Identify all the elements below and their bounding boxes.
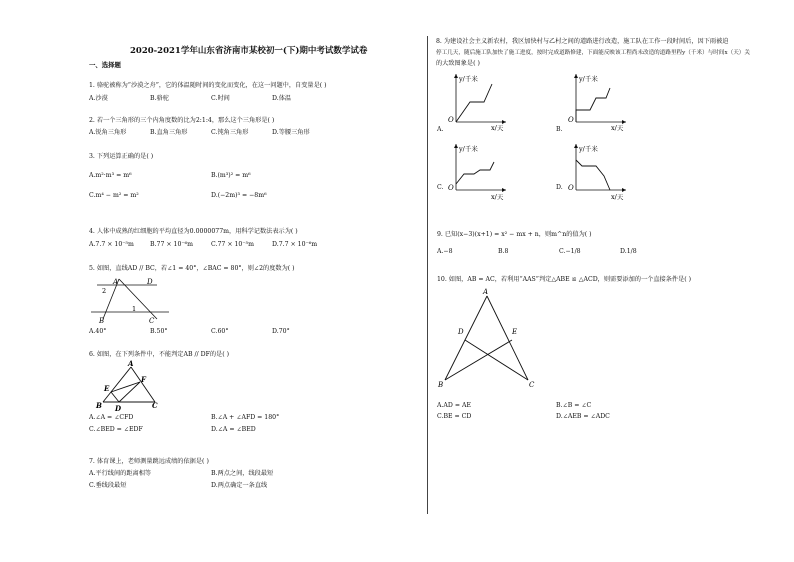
q8b-axis-x: x/天 — [611, 124, 624, 132]
q5-label-d: D — [147, 278, 153, 286]
section-heading: 一、选择题 — [89, 61, 121, 69]
q10-opt-c: C.BE = CD — [437, 413, 472, 420]
q1-opt-c: C.时间 — [211, 95, 230, 102]
q8c-origin: O — [448, 184, 454, 192]
q8d-origin: O — [568, 184, 574, 192]
q6-label-c: C — [152, 401, 158, 410]
q6-label-b: B — [96, 401, 102, 410]
q8-opt-b: B. — [556, 126, 563, 133]
q10-label-d: D — [458, 328, 464, 336]
q4-opt-c: C.77 × 10⁻⁵m — [211, 241, 254, 248]
q10-stem: 10. 如图，AB = AC，若利用“AAS”判定△ABE ≌ △ACD，则需要添加的一个直接条件是( ) — [437, 276, 692, 283]
q10-label-c: C — [529, 381, 535, 389]
q9-opt-c: C.−1/8 — [559, 248, 581, 255]
q8-stem-1: 8. 为建设社会主义新农村，我区加快村与乙村之间的道路进行改造，施工队在工作一段时间后，因下雨被迫 — [436, 38, 729, 45]
q4-opt-a: A.7.7 × 10⁻⁵m — [89, 241, 134, 248]
q6-label-d: D — [115, 404, 122, 413]
q8-opt-d: D. — [556, 184, 563, 191]
q8c-axis-x: x/天 — [491, 193, 504, 201]
q9-opt-a: A.−8 — [437, 248, 453, 255]
q7-stem: 7. 体育课上，老师测量跳远成绩的依据是( ) — [89, 458, 209, 465]
q4-opt-d: D.7.7 × 10⁻⁶m — [272, 241, 318, 248]
q10-figure — [432, 284, 542, 394]
q2-opt-a: A.锐角三角形 — [89, 129, 127, 136]
q7-opt-d: D.两点确定一条直线 — [211, 482, 268, 489]
q8c-axis-y: y/千米 — [459, 145, 478, 153]
q3-opt-c: C.m⁴ − m² = m² — [89, 192, 139, 199]
q3-stem: 3. 下列运算正确的是( ) — [89, 153, 154, 160]
q10-label-a: A — [483, 288, 489, 296]
q8d-axis-x: x/天 — [611, 193, 624, 201]
q8a-axis-y: y/千米 — [459, 75, 478, 83]
q9-stem: 9. 已知(x−3)(x+1) = x² − mx + n，则m^n的值为( ) — [437, 231, 592, 238]
q8-graph-a — [440, 70, 510, 132]
q8-graph-c — [440, 140, 510, 202]
q5-opt-a: A.40° — [89, 328, 107, 335]
q8-opt-a: A. — [437, 126, 444, 133]
q6-stem: 6. 如图，在下列条件中，不能判定AB // DF的是( ) — [89, 351, 230, 358]
q6-opt-c: C.∠BED = ∠EDF — [89, 426, 143, 433]
q6-label-e: E — [104, 384, 110, 393]
q5-label-c: C — [149, 317, 155, 325]
exam-title: 2020-2021学年山东省济南市某校初一(下)期中考试数学试卷 — [130, 46, 368, 56]
q8-graph-d — [560, 140, 630, 202]
q2-opt-b: B.直角三角形 — [150, 129, 188, 136]
q9-opt-d: D.1/8 — [620, 248, 637, 255]
q3-opt-a: A.m²·m³ = m⁶ — [89, 172, 132, 179]
q7-opt-c: C.垂线段最短 — [89, 482, 127, 489]
q10-opt-d: D.∠AEB = ∠ADC — [556, 413, 610, 420]
q10-label-b: B — [438, 381, 444, 389]
q8b-origin: O — [568, 116, 574, 124]
q3-opt-d: D.(−2m)³ = −8m⁶ — [211, 192, 267, 199]
q1-opt-b: B.骆驼 — [150, 95, 169, 102]
q2-opt-d: D.等腰三角形 — [272, 129, 310, 136]
q5-opt-b: B.50° — [150, 328, 168, 335]
q8-stem-2: 停工几天，随后施工队加快了施工进度，按时完成道路修建，下面能反映该工程尚未改造的道路里程y（千米）与时间x（天）关 — [436, 50, 750, 56]
q8d-axis-y: y/千米 — [579, 145, 598, 153]
q2-opt-c: C.钝角三角形 — [211, 129, 249, 136]
q1-stem: 1. 骆驼被称为“沙漠之舟”，它的体温随时间的变化而变化，在这一问题中，自变量是( ) — [89, 82, 327, 89]
q7-opt-a: A.平行线间的距离相等 — [89, 470, 152, 477]
q4-opt-b: B.77 × 10⁻⁶m — [150, 241, 193, 248]
q5-label-b: B — [99, 317, 105, 325]
q4-stem: 4. 人体中成熟的红细胞的平均直径为0.0000077m，用科学记数法表示为( ) — [89, 228, 298, 235]
q5-opt-d: D.70° — [272, 328, 290, 335]
q6-opt-b: B.∠A + ∠AFD = 180° — [211, 414, 280, 421]
q5-label-2: 2 — [102, 287, 107, 295]
q9-opt-b: B.8 — [498, 248, 509, 255]
q10-opt-b: B.∠B = ∠C — [556, 402, 592, 409]
q5-opt-c: C.60° — [211, 328, 229, 335]
column-divider — [427, 36, 428, 514]
q5-stem: 5. 如图，直线AD // BC，若∠1 = 40°，∠BAC = 80°，则∠2的度数为( ) — [89, 265, 295, 272]
q6-label-a: A — [128, 360, 134, 368]
q5-figure — [89, 275, 179, 327]
q8-stem-3: 的大致图象是( ) — [436, 60, 480, 67]
q6-figure — [89, 360, 169, 414]
q6-opt-a: A.∠A = ∠CFD — [89, 414, 134, 421]
q5-label-1: 1 — [132, 305, 137, 313]
q1-opt-a: A.沙漠 — [89, 95, 108, 102]
q6-label-f: F — [141, 375, 146, 384]
q2-stem: 2. 若一个三角形的三个内角度数的比为2:1:4，那么这个三角形是( ) — [89, 117, 275, 124]
q8a-axis-x: x/天 — [491, 124, 504, 132]
q8-opt-c: C. — [437, 184, 444, 191]
q6-opt-d: D.∠A = ∠BED — [211, 426, 256, 433]
q10-opt-a: A.AD = AE — [437, 402, 471, 409]
q8b-axis-y: y/千米 — [579, 75, 598, 83]
q10-label-e: E — [512, 328, 518, 336]
q7-opt-b: B.两点之间，线段最短 — [211, 470, 274, 477]
q5-label-a: A — [113, 278, 119, 286]
q3-opt-b: B.(m³)² = m⁶ — [211, 172, 251, 179]
q1-opt-d: D.体温 — [272, 95, 292, 102]
q8-graph-b — [560, 70, 630, 132]
q8a-origin: O — [448, 116, 454, 124]
